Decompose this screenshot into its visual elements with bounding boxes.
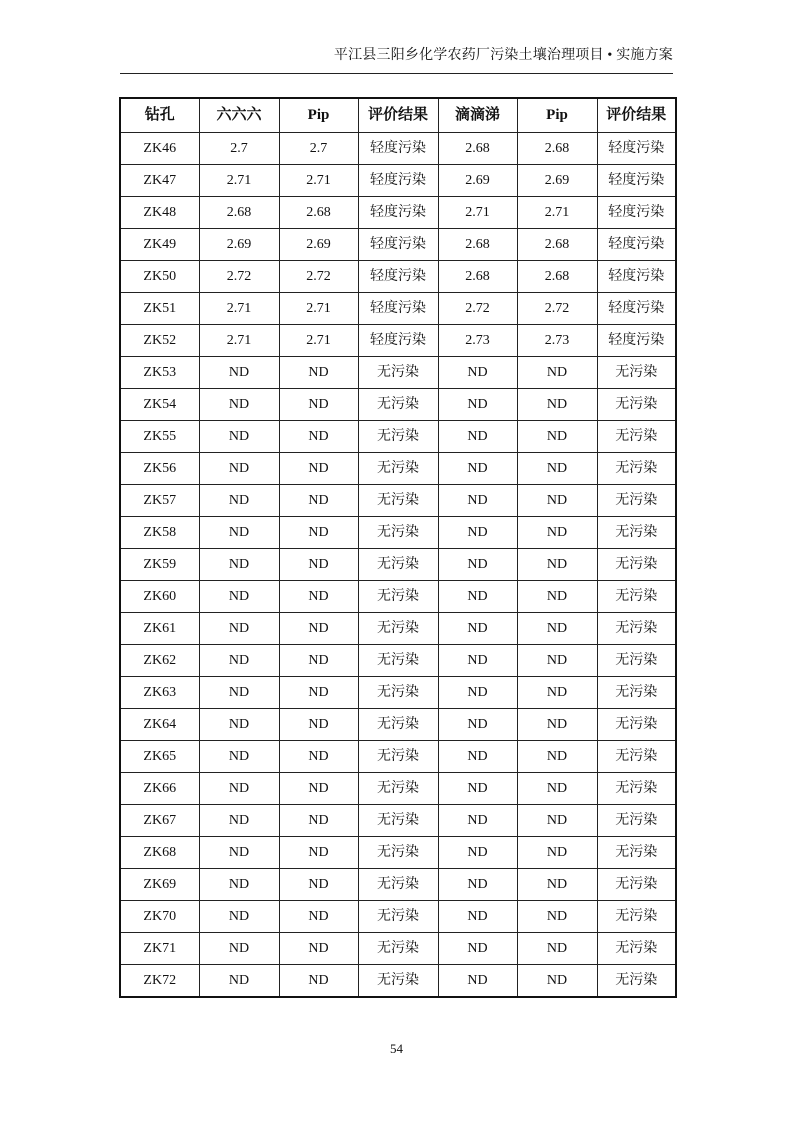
ddt-pip-cell: ND: [517, 357, 597, 389]
hch-value-cell: 2.7: [199, 133, 279, 165]
table-row: [120, 421, 676, 453]
hch-result-cell: 无污染: [358, 581, 438, 613]
borehole-cell: ZK55: [120, 421, 199, 453]
ddt-result-cell: 无污染: [597, 709, 676, 741]
ddt-value-cell: 2.68: [438, 229, 517, 261]
hch-result-cell: 无污染: [358, 901, 438, 933]
hch-value-cell: ND: [199, 549, 279, 581]
borehole-cell: ZK71: [120, 933, 199, 965]
borehole-cell: ZK57: [120, 485, 199, 517]
hch-value-cell: 2.71: [199, 165, 279, 197]
hch-value-cell: ND: [199, 421, 279, 453]
table-row: [120, 293, 676, 325]
column-header-hch: 六六六: [199, 98, 279, 133]
table-row: [120, 613, 676, 645]
ddt-pip-cell: 2.68: [517, 133, 597, 165]
hch-value-cell: 2.69: [199, 229, 279, 261]
borehole-cell: ZK56: [120, 453, 199, 485]
hch-result-cell: 无污染: [358, 517, 438, 549]
hch-result-cell: 无污染: [358, 485, 438, 517]
ddt-value-cell: ND: [438, 581, 517, 613]
hch-pip-cell: ND: [279, 613, 358, 645]
hch-result-cell: 无污染: [358, 709, 438, 741]
hch-result-cell: 无污染: [358, 549, 438, 581]
borehole-cell: ZK50: [120, 261, 199, 293]
table-row: [120, 453, 676, 485]
ddt-pip-cell: 2.73: [517, 325, 597, 357]
table-row: [120, 133, 676, 165]
hch-pip-cell: ND: [279, 677, 358, 709]
hch-result-cell: 无污染: [358, 741, 438, 773]
borehole-cell: ZK64: [120, 709, 199, 741]
ddt-value-cell: ND: [438, 613, 517, 645]
ddt-value-cell: ND: [438, 549, 517, 581]
hch-pip-cell: 2.7: [279, 133, 358, 165]
ddt-result-cell: 无污染: [597, 773, 676, 805]
hch-value-cell: ND: [199, 901, 279, 933]
ddt-result-cell: 轻度污染: [597, 165, 676, 197]
hch-result-cell: 轻度污染: [358, 133, 438, 165]
ddt-pip-cell: ND: [517, 485, 597, 517]
hch-result-cell: 轻度污染: [358, 165, 438, 197]
ddt-pip-cell: ND: [517, 869, 597, 901]
hch-result-cell: 轻度污染: [358, 325, 438, 357]
table-row: [120, 357, 676, 389]
borehole-cell: ZK62: [120, 645, 199, 677]
hch-pip-cell: ND: [279, 517, 358, 549]
table-row: [120, 581, 676, 613]
table-body: [120, 133, 676, 998]
hch-result-cell: 无污染: [358, 389, 438, 421]
borehole-cell: ZK69: [120, 869, 199, 901]
ddt-result-cell: 轻度污染: [597, 197, 676, 229]
hch-value-cell: 2.72: [199, 261, 279, 293]
table-row: [120, 325, 676, 357]
borehole-cell: ZK59: [120, 549, 199, 581]
ddt-pip-cell: ND: [517, 421, 597, 453]
ddt-pip-cell: ND: [517, 389, 597, 421]
borehole-cell: ZK58: [120, 517, 199, 549]
ddt-value-cell: ND: [438, 837, 517, 869]
hch-value-cell: ND: [199, 869, 279, 901]
ddt-pip-cell: 2.69: [517, 165, 597, 197]
ddt-pip-cell: ND: [517, 517, 597, 549]
hch-pip-cell: ND: [279, 741, 358, 773]
ddt-value-cell: ND: [438, 357, 517, 389]
hch-pip-cell: ND: [279, 773, 358, 805]
borehole-cell: ZK63: [120, 677, 199, 709]
ddt-result-cell: 无污染: [597, 357, 676, 389]
hch-value-cell: 2.71: [199, 325, 279, 357]
hch-result-cell: 无污染: [358, 869, 438, 901]
hch-value-cell: ND: [199, 805, 279, 837]
page-number: 54: [390, 1041, 403, 1056]
ddt-value-cell: 2.68: [438, 133, 517, 165]
hch-value-cell: ND: [199, 517, 279, 549]
ddt-result-cell: 无污染: [597, 485, 676, 517]
hch-result-cell: 轻度污染: [358, 293, 438, 325]
column-header-result-ddt: 评价结果: [597, 98, 676, 133]
column-header-pip-ddt: Pip: [517, 98, 597, 133]
table-row: [120, 709, 676, 741]
ddt-result-cell: 轻度污染: [597, 325, 676, 357]
ddt-result-cell: 无污染: [597, 965, 676, 998]
hch-value-cell: ND: [199, 741, 279, 773]
hch-value-cell: ND: [199, 965, 279, 998]
hch-result-cell: 轻度污染: [358, 229, 438, 261]
ddt-pip-cell: ND: [517, 677, 597, 709]
ddt-pip-cell: 2.71: [517, 197, 597, 229]
table-header-row: [120, 98, 676, 133]
ddt-pip-cell: ND: [517, 965, 597, 998]
borehole-cell: ZK47: [120, 165, 199, 197]
ddt-result-cell: 无污染: [597, 677, 676, 709]
table-row: [120, 965, 676, 998]
table-row: [120, 741, 676, 773]
borehole-cell: ZK65: [120, 741, 199, 773]
ddt-pip-cell: ND: [517, 709, 597, 741]
ddt-value-cell: ND: [438, 517, 517, 549]
hch-value-cell: ND: [199, 773, 279, 805]
table-row: [120, 645, 676, 677]
column-header-pip-hch: Pip: [279, 98, 358, 133]
ddt-result-cell: 无污染: [597, 517, 676, 549]
hch-pip-cell: ND: [279, 869, 358, 901]
table-row: [120, 901, 676, 933]
hch-result-cell: 无污染: [358, 645, 438, 677]
hch-pip-cell: ND: [279, 421, 358, 453]
hch-value-cell: ND: [199, 453, 279, 485]
hch-value-cell: 2.71: [199, 293, 279, 325]
ddt-result-cell: 无污染: [597, 805, 676, 837]
hch-result-cell: 无污染: [358, 421, 438, 453]
hch-pip-cell: ND: [279, 645, 358, 677]
hch-pip-cell: 2.68: [279, 197, 358, 229]
borehole-cell: ZK53: [120, 357, 199, 389]
ddt-result-cell: 轻度污染: [597, 133, 676, 165]
borehole-cell: ZK67: [120, 805, 199, 837]
ddt-pip-cell: ND: [517, 805, 597, 837]
hch-pip-cell: ND: [279, 581, 358, 613]
table-row: [120, 517, 676, 549]
ddt-result-cell: 无污染: [597, 581, 676, 613]
hch-result-cell: 无污染: [358, 357, 438, 389]
ddt-value-cell: 2.72: [438, 293, 517, 325]
hch-value-cell: ND: [199, 677, 279, 709]
table-row: [120, 677, 676, 709]
hch-result-cell: 无污染: [358, 677, 438, 709]
hch-value-cell: ND: [199, 709, 279, 741]
hch-result-cell: 轻度污染: [358, 197, 438, 229]
table-row: [120, 805, 676, 837]
table-row: [120, 261, 676, 293]
borehole-cell: ZK72: [120, 965, 199, 998]
ddt-value-cell: ND: [438, 645, 517, 677]
ddt-result-cell: 无污染: [597, 549, 676, 581]
hch-value-cell: ND: [199, 357, 279, 389]
hch-pip-cell: ND: [279, 357, 358, 389]
hch-pip-cell: 2.71: [279, 325, 358, 357]
hch-result-cell: 无污染: [358, 453, 438, 485]
table-row: [120, 837, 676, 869]
ddt-value-cell: ND: [438, 485, 517, 517]
ddt-pip-cell: ND: [517, 613, 597, 645]
hch-value-cell: ND: [199, 613, 279, 645]
ddt-result-cell: 无污染: [597, 645, 676, 677]
borehole-cell: ZK52: [120, 325, 199, 357]
hch-pip-cell: 2.69: [279, 229, 358, 261]
hch-pip-cell: ND: [279, 965, 358, 998]
ddt-pip-cell: 2.68: [517, 229, 597, 261]
ddt-pip-cell: ND: [517, 933, 597, 965]
header-divider: [120, 73, 673, 74]
ddt-pip-cell: ND: [517, 581, 597, 613]
ddt-value-cell: ND: [438, 933, 517, 965]
ddt-value-cell: ND: [438, 677, 517, 709]
column-header-result-hch: 评价结果: [358, 98, 438, 133]
hch-pip-cell: ND: [279, 837, 358, 869]
hch-value-cell: 2.68: [199, 197, 279, 229]
borehole-cell: ZK54: [120, 389, 199, 421]
table-row: [120, 229, 676, 261]
ddt-value-cell: ND: [438, 773, 517, 805]
ddt-result-cell: 无污染: [597, 421, 676, 453]
hch-value-cell: ND: [199, 933, 279, 965]
ddt-result-cell: 无污染: [597, 869, 676, 901]
ddt-pip-cell: 2.72: [517, 293, 597, 325]
ddt-result-cell: 轻度污染: [597, 229, 676, 261]
hch-value-cell: ND: [199, 645, 279, 677]
ddt-result-cell: 无污染: [597, 613, 676, 645]
ddt-value-cell: ND: [438, 901, 517, 933]
hch-pip-cell: 2.72: [279, 261, 358, 293]
borehole-cell: ZK49: [120, 229, 199, 261]
ddt-value-cell: ND: [438, 805, 517, 837]
ddt-result-cell: 无污染: [597, 901, 676, 933]
ddt-result-cell: 轻度污染: [597, 261, 676, 293]
hch-result-cell: 无污染: [358, 965, 438, 998]
table-row: [120, 165, 676, 197]
column-header-ddt: 滴滴涕: [438, 98, 517, 133]
hch-value-cell: ND: [199, 837, 279, 869]
ddt-pip-cell: ND: [517, 773, 597, 805]
ddt-result-cell: 轻度污染: [597, 293, 676, 325]
ddt-pip-cell: ND: [517, 645, 597, 677]
hch-result-cell: 无污染: [358, 933, 438, 965]
hch-pip-cell: ND: [279, 485, 358, 517]
ddt-value-cell: ND: [438, 965, 517, 998]
borehole-cell: ZK48: [120, 197, 199, 229]
ddt-pip-cell: ND: [517, 453, 597, 485]
table-row: [120, 869, 676, 901]
ddt-pip-cell: ND: [517, 901, 597, 933]
table-row: [120, 549, 676, 581]
ddt-value-cell: ND: [438, 389, 517, 421]
hch-result-cell: 轻度污染: [358, 261, 438, 293]
hch-pip-cell: ND: [279, 709, 358, 741]
ddt-pip-cell: 2.68: [517, 261, 597, 293]
hch-result-cell: 无污染: [358, 773, 438, 805]
hch-result-cell: 无污染: [358, 837, 438, 869]
ddt-value-cell: 2.68: [438, 261, 517, 293]
borehole-cell: ZK51: [120, 293, 199, 325]
ddt-value-cell: ND: [438, 741, 517, 773]
ddt-result-cell: 无污染: [597, 389, 676, 421]
hch-result-cell: 无污染: [358, 805, 438, 837]
ddt-result-cell: 无污染: [597, 837, 676, 869]
ddt-value-cell: 2.73: [438, 325, 517, 357]
ddt-value-cell: 2.71: [438, 197, 517, 229]
ddt-pip-cell: ND: [517, 549, 597, 581]
page-header-title: 平江县三阳乡化学农药厂污染土壤治理项目 • 实施方案: [333, 48, 673, 63]
table-row: [120, 197, 676, 229]
hch-pip-cell: 2.71: [279, 165, 358, 197]
ddt-pip-cell: ND: [517, 741, 597, 773]
ddt-value-cell: ND: [438, 453, 517, 485]
hch-pip-cell: 2.71: [279, 293, 358, 325]
borehole-cell: ZK46: [120, 133, 199, 165]
borehole-cell: ZK70: [120, 901, 199, 933]
borehole-cell: ZK68: [120, 837, 199, 869]
hch-pip-cell: ND: [279, 805, 358, 837]
hch-value-cell: ND: [199, 485, 279, 517]
evaluation-table: [119, 97, 677, 998]
hch-pip-cell: ND: [279, 549, 358, 581]
hch-result-cell: 无污染: [358, 613, 438, 645]
table-row: [120, 933, 676, 965]
ddt-pip-cell: ND: [517, 837, 597, 869]
ddt-value-cell: ND: [438, 421, 517, 453]
ddt-value-cell: ND: [438, 709, 517, 741]
borehole-cell: ZK60: [120, 581, 199, 613]
ddt-result-cell: 无污染: [597, 453, 676, 485]
column-header-borehole: 钻孔: [120, 98, 199, 133]
hch-pip-cell: ND: [279, 901, 358, 933]
ddt-value-cell: 2.69: [438, 165, 517, 197]
hch-pip-cell: ND: [279, 389, 358, 421]
hch-pip-cell: ND: [279, 453, 358, 485]
table-row: [120, 389, 676, 421]
ddt-result-cell: 无污染: [597, 933, 676, 965]
table-row: [120, 773, 676, 805]
table-row: [120, 485, 676, 517]
ddt-value-cell: ND: [438, 869, 517, 901]
hch-value-cell: ND: [199, 581, 279, 613]
borehole-cell: ZK66: [120, 773, 199, 805]
hch-pip-cell: ND: [279, 933, 358, 965]
borehole-cell: ZK61: [120, 613, 199, 645]
ddt-result-cell: 无污染: [597, 741, 676, 773]
hch-value-cell: ND: [199, 389, 279, 421]
